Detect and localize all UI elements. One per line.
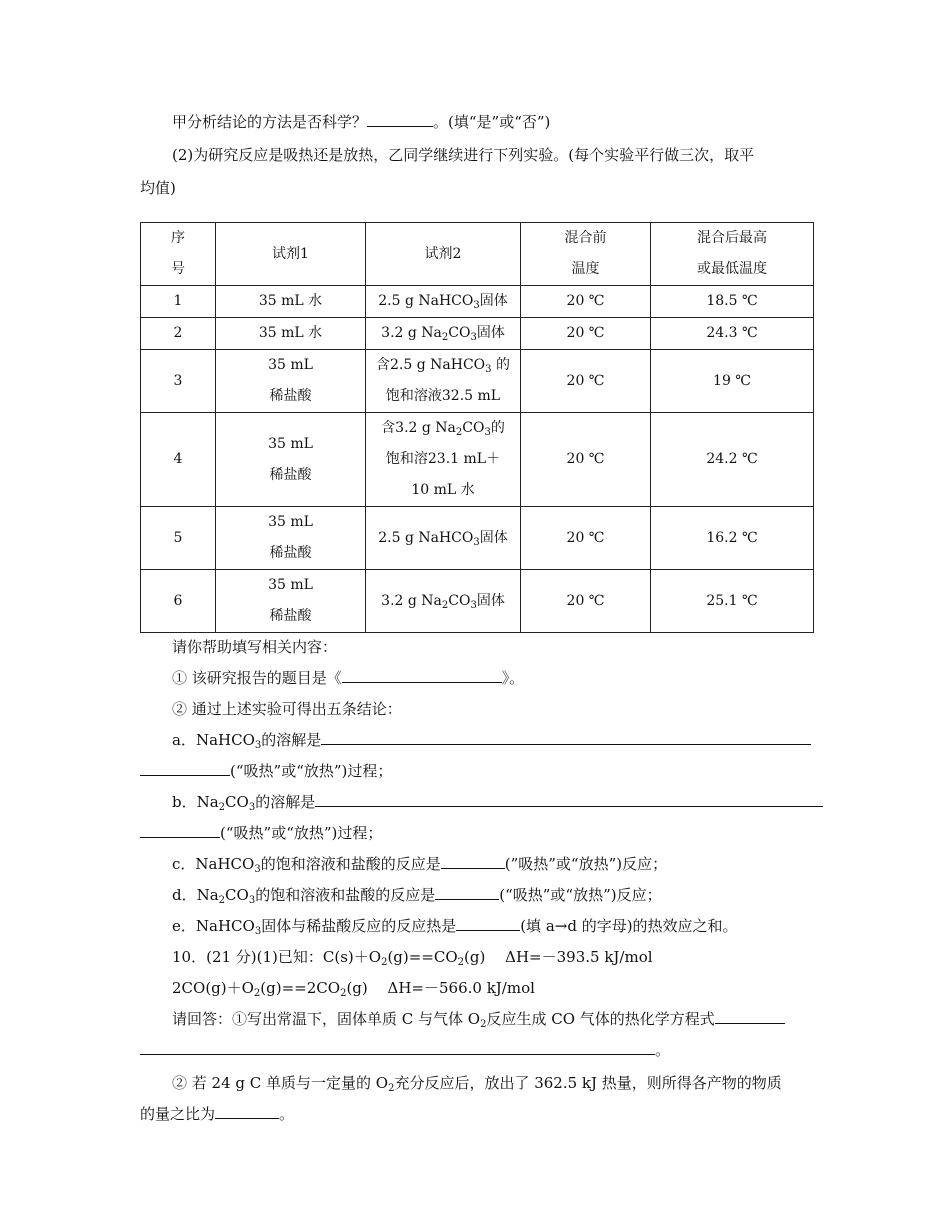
header-temp-before: 混合前 温度 bbox=[521, 223, 651, 286]
table-row bbox=[141, 413, 814, 507]
table-row bbox=[141, 570, 814, 633]
cell-temp-after: 25.1 ℃ bbox=[651, 570, 814, 633]
task-intro: 请你帮助填写相关内容： bbox=[172, 638, 338, 656]
q10-given-2: $2CO(g)+O_2(g)==2CO_2(g)$ ΔH=－566.0 kJ/mol bbox=[172, 979, 535, 999]
answer-blank[interactable] bbox=[342, 667, 502, 683]
question-text: 。(填“是”或“否”) bbox=[433, 113, 551, 131]
cell-temp-after: 24.3 ℃ bbox=[651, 318, 814, 350]
conclusion-c: c．NaHCO$_3$的饱和溶液和盐酸的反应是 (”吸热”或“放热”)反应； bbox=[172, 855, 668, 875]
cell-number: 4 bbox=[141, 413, 216, 507]
answer-blank[interactable] bbox=[367, 111, 433, 127]
header-number: 序 号 bbox=[141, 223, 216, 286]
cell-reagent-2: 含3.2 g $Na_2CO_3$的 饱和溶23.1 mL＋ 10 mL 水 bbox=[366, 413, 521, 507]
answer-blank[interactable] bbox=[456, 915, 520, 931]
table-row bbox=[141, 318, 814, 350]
header-reagent-2: 试剂2 bbox=[366, 223, 521, 286]
q10-task-1-cont: 。 bbox=[140, 1039, 670, 1061]
q10-task-1: 请回答：①写出常温下，固体单质 C 与气体 $O_2$反应生成 CO 气体的热化学方程式 bbox=[172, 1008, 785, 1030]
cell-reagent-1: 35 mL 水 bbox=[216, 318, 366, 350]
answer-blank[interactable] bbox=[715, 1008, 785, 1024]
cell-reagent-2: 含2.5 g NaHCO$_3$ 的 饱和溶液32.5 mL bbox=[366, 350, 521, 413]
answer-blank[interactable] bbox=[441, 853, 505, 869]
cell-reagent-2: 2.5 g NaHCO$_3$固体 bbox=[366, 286, 521, 318]
cell-number: 3 bbox=[141, 350, 216, 413]
cell-temp-before: 20 ℃ bbox=[521, 318, 651, 350]
cell-temp-before: 20 ℃ bbox=[521, 507, 651, 570]
header-reagent-1: 试剂1 bbox=[216, 223, 366, 286]
task-conclusions: ② 通过上述实验可得出五条结论： bbox=[172, 700, 402, 718]
q10-given-1: 10．(21 分)(1)已知：$C(s)+O_2(g)==CO_2(g)$ ΔH=－393.5 kJ/mol bbox=[172, 948, 653, 968]
table-row bbox=[141, 507, 814, 570]
cell-temp-before: 20 ℃ bbox=[521, 413, 651, 507]
cell-reagent-2: 3.2 g $Na_2CO_3$固体 bbox=[366, 570, 521, 633]
cell-temp-after: 19 ℃ bbox=[651, 350, 814, 413]
question-line bbox=[140, 177, 176, 199]
cell-reagent-1: 35 mL 稀盐酸 bbox=[216, 570, 366, 633]
question-line bbox=[172, 144, 754, 166]
answer-blank[interactable] bbox=[215, 1103, 279, 1119]
cell-number: 1 bbox=[141, 286, 216, 318]
answer-blank[interactable] bbox=[315, 791, 823, 807]
conclusion-a-cont: (“吸热”或“放热”)过程； bbox=[140, 760, 392, 782]
q10-task-2-cont: 的量之比为 。 bbox=[140, 1105, 295, 1123]
table-row bbox=[141, 286, 814, 318]
cell-number: 5 bbox=[141, 507, 216, 570]
question-line bbox=[172, 111, 550, 133]
cell-reagent-2: 2.5 g NaHCO$_3$固体 bbox=[366, 507, 521, 570]
task-title: ① 该研究报告的题目是《 》。 bbox=[172, 669, 525, 687]
question-text: 均值) bbox=[140, 179, 176, 197]
conclusion-d: d．$Na_2CO_3$的饱和溶液和盐酸的反应是 (“吸热”或“放热”)反应； bbox=[172, 886, 662, 906]
conclusion-b: b．$Na_2CO_3$的溶解是 bbox=[172, 791, 823, 813]
cell-reagent-1: 35 mL 稀盐酸 bbox=[216, 413, 366, 507]
conclusion-b-cont: (“吸热”或“放热”)过程； bbox=[140, 822, 382, 844]
table-row bbox=[141, 350, 814, 413]
experiment-table bbox=[140, 222, 814, 633]
conclusion-e: e．NaHCO$_3$固体与稀盐酸反应的反应热是 (填 a→d 的字母)的热效应之和。 bbox=[172, 917, 738, 937]
cell-reagent-1: 35 mL 水 bbox=[216, 286, 366, 318]
cell-number: 2 bbox=[141, 318, 216, 350]
answer-blank[interactable] bbox=[435, 884, 499, 900]
question-text: (2)为研究反应是吸热还是放热，乙同学继续进行下列实验。(每个实验平行做三次，取平 bbox=[172, 146, 755, 164]
answer-blank[interactable] bbox=[140, 822, 220, 838]
cell-reagent-1: 35 mL 稀盐酸 bbox=[216, 507, 366, 570]
table-header-row bbox=[141, 223, 814, 286]
cell-temp-before: 20 ℃ bbox=[521, 286, 651, 318]
cell-number: 6 bbox=[141, 570, 216, 633]
cell-temp-before: 20 ℃ bbox=[521, 570, 651, 633]
q10-task-2: ② 若 24 g C 单质与一定量的 $O_2$充分反应后，放出了 362.5 kJ 热量，则所得各产物的物质 bbox=[172, 1074, 782, 1094]
cell-temp-after: 18.5 ℃ bbox=[651, 286, 814, 318]
cell-temp-after: 24.2 ℃ bbox=[651, 413, 814, 507]
conclusion-a: a．NaHCO$_3$的溶解是 bbox=[172, 729, 811, 751]
question-text: 甲分析结论的方法是否科学？ bbox=[172, 113, 368, 131]
cell-reagent-1: 35 mL 稀盐酸 bbox=[216, 350, 366, 413]
answer-blank[interactable] bbox=[321, 729, 811, 745]
answer-blank[interactable] bbox=[140, 1039, 655, 1055]
header-temp-after: 混合后最高 或最低温度 bbox=[651, 223, 814, 286]
cell-temp-after: 16.2 ℃ bbox=[651, 507, 814, 570]
cell-reagent-2: 3.2 g $Na_2CO_3$固体 bbox=[366, 318, 521, 350]
answer-blank[interactable] bbox=[140, 760, 230, 776]
cell-temp-before: 20 ℃ bbox=[521, 350, 651, 413]
